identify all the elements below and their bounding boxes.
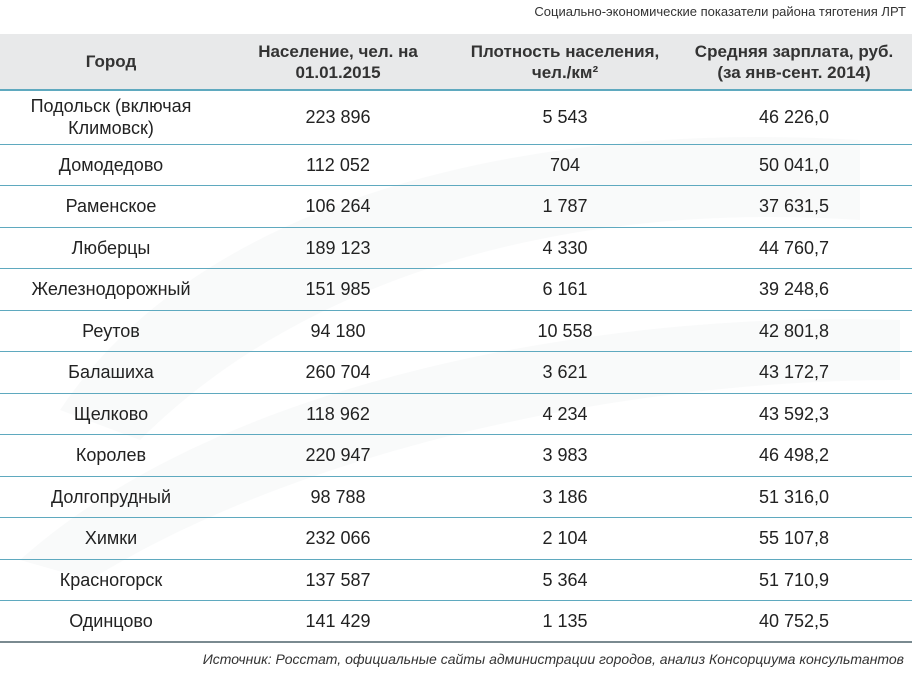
cell-city: Домодедово	[0, 144, 222, 186]
cell-population: 232 066	[222, 518, 454, 560]
cell-salary: 46 498,2	[676, 435, 912, 477]
cell-density: 4 234	[454, 393, 676, 435]
cell-density: 3 983	[454, 435, 676, 477]
cell-population: 137 587	[222, 559, 454, 601]
cell-density: 2 104	[454, 518, 676, 560]
cell-density: 1 787	[454, 186, 676, 228]
socioeconomic-table	[0, 34, 912, 643]
cell-density: 3 186	[454, 476, 676, 518]
cell-city: Долгопрудный	[0, 476, 222, 518]
cell-density: 5 543	[454, 90, 676, 144]
cell-city: Люберцы	[0, 227, 222, 269]
cell-salary: 43 592,3	[676, 393, 912, 435]
cell-population: 118 962	[222, 393, 454, 435]
cell-city: Раменское	[0, 186, 222, 228]
table-row	[0, 393, 912, 435]
cell-city: Красногорск	[0, 559, 222, 601]
cell-population: 112 052	[222, 144, 454, 186]
cell-population: 98 788	[222, 476, 454, 518]
cell-city: Королев	[0, 435, 222, 477]
cell-density: 6 161	[454, 269, 676, 311]
header-population: Население, чел. на 01.01.2015	[222, 34, 454, 90]
cell-salary: 50 041,0	[676, 144, 912, 186]
table-row	[0, 476, 912, 518]
cell-density: 704	[454, 144, 676, 186]
table-row	[0, 352, 912, 394]
cell-salary: 43 172,7	[676, 352, 912, 394]
table-row	[0, 227, 912, 269]
table-row	[0, 559, 912, 601]
cell-population: 106 264	[222, 186, 454, 228]
table-row	[0, 144, 912, 186]
cell-salary: 51 710,9	[676, 559, 912, 601]
table-row	[0, 90, 912, 144]
table-row	[0, 186, 912, 228]
cell-density: 5 364	[454, 559, 676, 601]
cell-city: Химки	[0, 518, 222, 560]
table-row	[0, 269, 912, 311]
cell-density: 1 135	[454, 601, 676, 643]
cell-salary: 55 107,8	[676, 518, 912, 560]
header-salary: Средняя зарплата, руб. (за янв-сент. 2014)	[676, 34, 912, 90]
cell-salary: 37 631,5	[676, 186, 912, 228]
table-row	[0, 601, 912, 643]
cell-city: Реутов	[0, 310, 222, 352]
cell-population: 151 985	[222, 269, 454, 311]
header-density: Плотность населения, чел./км²	[454, 34, 676, 90]
cell-city: Щелково	[0, 393, 222, 435]
cell-city: Железнодорожный	[0, 269, 222, 311]
cell-salary: 42 801,8	[676, 310, 912, 352]
cell-population: 223 896	[222, 90, 454, 144]
cell-population: 260 704	[222, 352, 454, 394]
table-row	[0, 310, 912, 352]
cell-salary: 40 752,5	[676, 601, 912, 643]
header-city: Город	[0, 34, 222, 90]
source-note: Источник: Росстат, официальные сайты администрации городов, анализ Консорциума консультантов	[202, 651, 904, 667]
table-body	[0, 90, 912, 642]
table-row	[0, 435, 912, 477]
cell-density: 3 621	[454, 352, 676, 394]
cell-population: 220 947	[222, 435, 454, 477]
cell-salary: 39 248,6	[676, 269, 912, 311]
cell-salary: 51 316,0	[676, 476, 912, 518]
cell-city: Балашиха	[0, 352, 222, 394]
cell-salary: 46 226,0	[676, 90, 912, 144]
cell-salary: 44 760,7	[676, 227, 912, 269]
table-header-row	[0, 34, 912, 90]
cell-density: 4 330	[454, 227, 676, 269]
cell-population: 94 180	[222, 310, 454, 352]
table-caption: Социально-экономические показатели района тяготения ЛРТ	[534, 4, 906, 19]
cell-city: Одинцово	[0, 601, 222, 643]
cell-density: 10 558	[454, 310, 676, 352]
table-row	[0, 518, 912, 560]
cell-city: Подольск (включая Климовск)	[0, 90, 222, 144]
cell-population: 141 429	[222, 601, 454, 643]
cell-population: 189 123	[222, 227, 454, 269]
